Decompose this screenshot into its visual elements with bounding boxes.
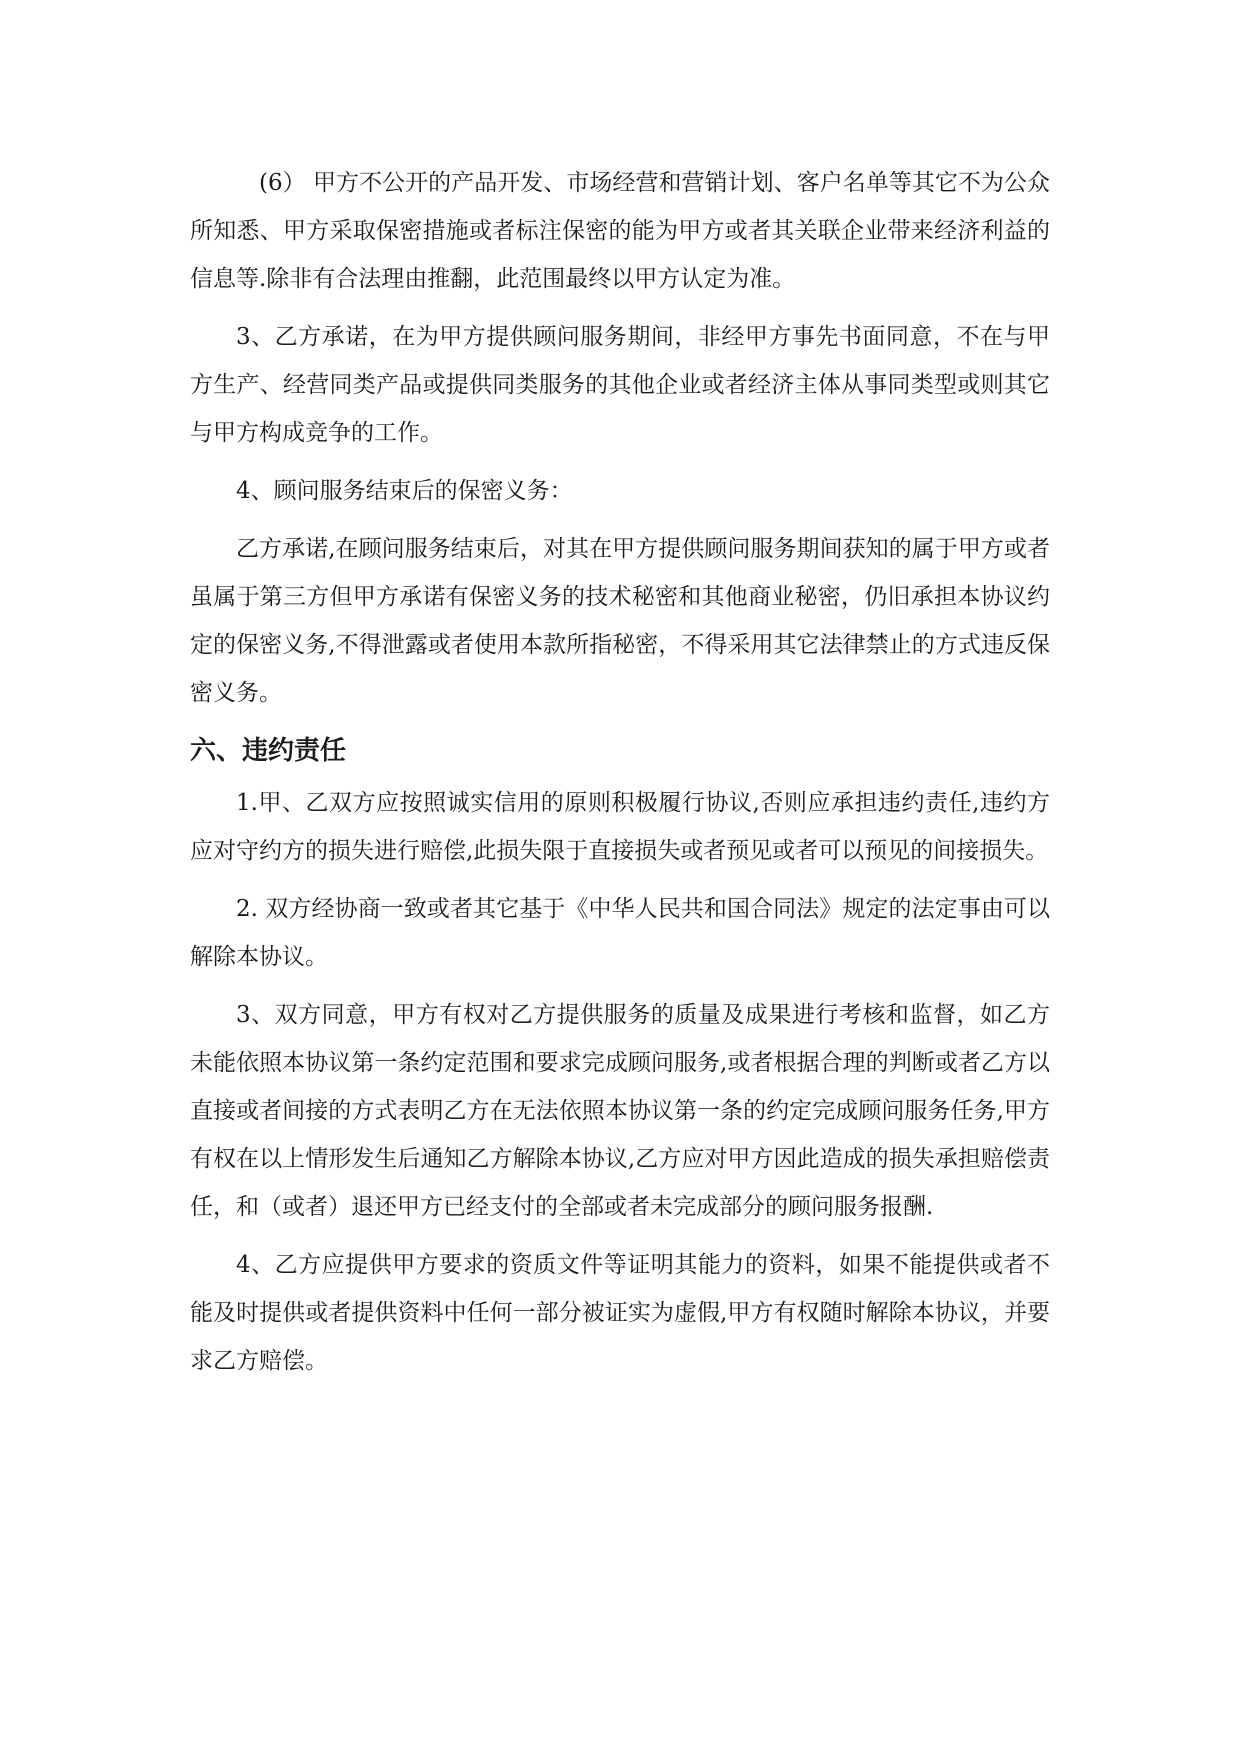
paragraph-item-6: (6） 甲方不公开的产品开发、市场经营和营销计划、客户名单等其它不为公众所知悉、甲方采取保密措施或者标注保密的能为甲方或者其关联企业带来经济利益的信息等.除非有合法理由推翻，此范围最终以甲方认定为准。 <box>190 170 1050 292</box>
paragraph-clause-4-body: 乙方承诺,在顾问服务结束后，对其在甲方提供顾问服务期间获知的属于甲方或者虽属于第三方但甲方承诺有保密义务的技术秘密和其他商业秘密，仍旧承担本协议约定的保密义务,不得泄露或者使用本款所指秘密，不得采用其它法律禁止的方式违反保密义务。 <box>190 536 1050 706</box>
paragraph-liability-3: 3、双方同意，甲方有权对乙方提供服务的质量及成果进行考核和监督，如乙方未能依照本协议第一条约定范围和要求完成顾问服务,或者根据合理的判断或者乙方以直接或者间接的方式表明乙方在无法依照本协议第一条的约定完成顾问服务任务,甲方有权在以上情形发生后通知乙方解除本协议,乙方应对甲方因此造成的损失承担赔偿责任，和（或者）退还甲方已经支付的全部或者未完成部分的顾问服务报酬. <box>190 1002 1050 1220</box>
paragraph-liability-2: 2. 双方经协商一致或者其它基于《中华人民共和国合同法》规定的法定事由可以解除本协议。 <box>190 896 1050 970</box>
paragraph-clause-3-non-compete: 3、乙方承诺，在为甲方提供顾问服务期间，非经甲方事先书面同意，不在与甲方生产、经营同类产品或提供同类服务的其他企业或者经济主体从事同类型或则其它与甲方构成竞争的工作。 <box>190 324 1050 446</box>
paragraph-liability-4: 4、乙方应提供甲方要求的资质文件等证明其能力的资料，如果不能提供或者不能及时提供或者提供资料中任何一部分被证实为虚假,甲方有权随时解除本协议，并要求乙方赔偿。 <box>190 1252 1050 1374</box>
section-heading: 六、违约责任 <box>190 736 347 766</box>
paragraph-clause-4-title: 4、顾问服务结束后的保密义务： <box>236 478 573 504</box>
paragraph-liability-1: 1.甲、乙双方应按照诚实信用的原则积极履行协议,否则应承担违约责任,违约方应对守约方的损失进行赔偿,此损失限于直接损失或者预见或者可以预见的间接损失。 <box>190 790 1050 864</box>
document-body <box>190 159 1050 1395</box>
